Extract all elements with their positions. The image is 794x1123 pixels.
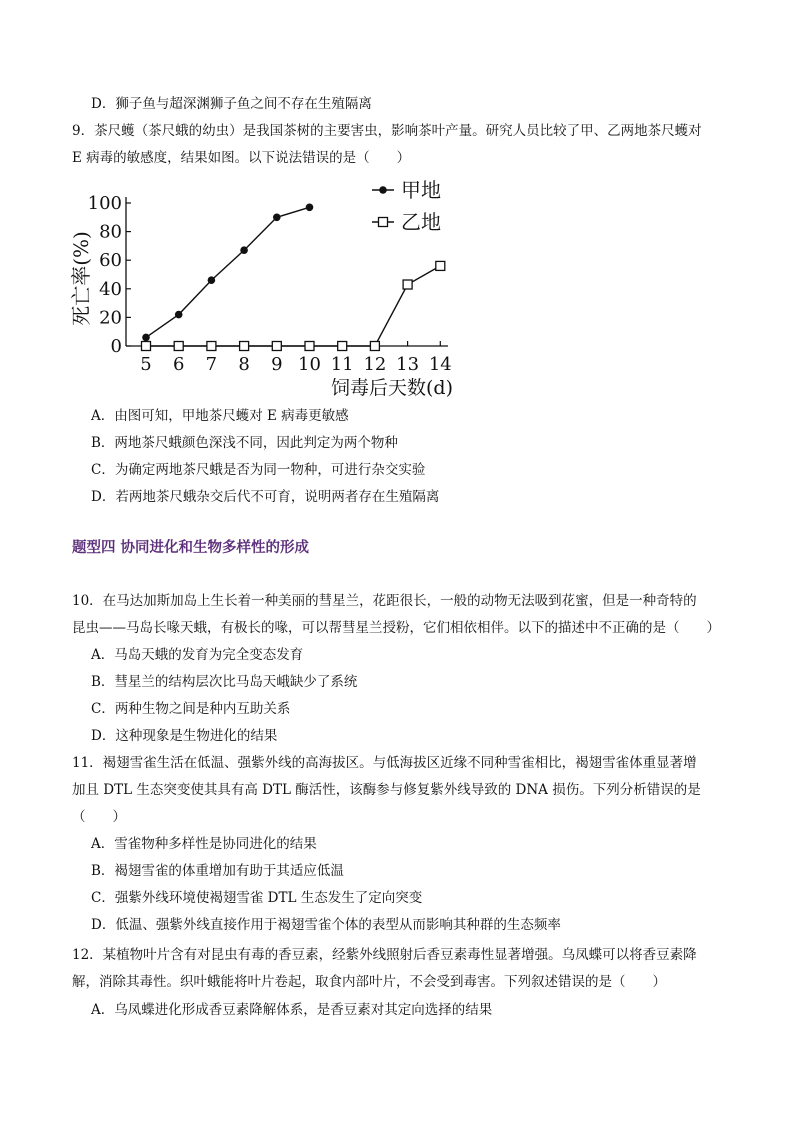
x-axis-label: 饲毒后天数(d): [331, 377, 453, 399]
y-tick-label: 80: [99, 221, 122, 243]
q11-stem-line2: 加且 DTL 生态突变使其具有高 DTL 酶活性，该酶参与修复紫外线导致的 DNA 损伤。下列分析错误的是: [72, 782, 701, 798]
chart-axes: [69, 193, 453, 399]
y-tick-label: 100: [87, 193, 122, 214]
x-tick-label: 13: [396, 354, 420, 375]
q10-stem-line1: 10．在马达加斯加岛上生长着一种美丽的彗星兰，花距很长，一般的动物无法吸到花蜜，但是一种奇特的: [72, 593, 697, 609]
q12-option-a: A．乌凤蝶进化形成香豆素降解体系，是香豆素对其定向选择的结果: [91, 1002, 493, 1018]
q10-option-d: D．这种现象是生物进化的结果: [91, 728, 278, 744]
q9-mortality-chart: [68, 170, 468, 400]
data-point: [403, 280, 412, 289]
data-point: [305, 342, 314, 351]
legend-marker: [379, 186, 387, 194]
q11-option-a: A．雪雀物种多样性是协同进化的结果: [91, 836, 317, 852]
x-tick-label: 5: [140, 354, 152, 375]
y-tick-label: 60: [99, 250, 122, 272]
x-tick-label: 10: [298, 354, 321, 375]
y-tick-label: 40: [99, 278, 122, 300]
x-tick-label: 11: [330, 354, 354, 375]
q11-option-c: C．强紫外线环境使褐翅雪雀 DTL 生态发生了定向突变: [91, 890, 423, 906]
q12-stem-line2: 解，消除其毒性。织叶蛾能将叶片卷起，取食内部叶片，不会受到毒害。下列叙述错误的是（ ）: [72, 974, 666, 990]
data-point: [273, 214, 281, 222]
q11-option-d: D．低温、强紫外线直接作用于褐翅雪雀个体的表型从而影响其种群的生态频率: [91, 917, 561, 933]
q9-option-c: C．为确定两地茶尺蛾是否为同一物种，可进行杂交实验: [91, 462, 426, 478]
chart-legend: [372, 178, 441, 234]
q11-stem-line3: （ ）: [72, 809, 126, 825]
data-point: [370, 342, 379, 351]
data-point: [174, 342, 183, 351]
q10-option-b: B．彗星兰的结构层次比马岛天峨缺少了系统: [91, 674, 358, 690]
data-point: [306, 203, 314, 211]
data-point: [207, 342, 216, 351]
data-point: [240, 342, 249, 351]
series-line-1: [146, 207, 310, 337]
data-point: [175, 311, 183, 319]
y-axis-label: 死亡率(%): [69, 231, 93, 326]
x-tick-label: 12: [363, 354, 387, 375]
q8-option-d: D．狮子鱼与超深渊狮子鱼之间不存在生殖隔离: [91, 96, 372, 112]
section-heading: 题型四 协同进化和生物多样性的形成: [72, 540, 310, 556]
series-line-2: [146, 266, 440, 346]
y-tick-label: 0: [110, 336, 122, 357]
y-tick-label: 20: [99, 307, 122, 329]
chart-marks: [142, 203, 445, 350]
data-point: [142, 342, 151, 351]
data-point: [272, 342, 281, 351]
q9-stem-line1: 9．茶尺蠖（茶尺蛾的幼虫）是我国茶树的主要害虫，影响茶叶产量。研究人员比较了甲、乙两地茶尺蠖对: [72, 123, 702, 139]
data-point: [142, 334, 150, 342]
data-point: [208, 276, 216, 284]
q9-stem-line2: E 病毒的敏感度，结果如图。以下说法错误的是（ ）: [72, 150, 411, 166]
data-point: [436, 261, 445, 270]
q10-stem-line2: 昆虫——马岛长喙天蛾，有极长的喙，可以帮彗星兰授粉，它们相依相伴。以下的描述中不正确的是（ ）: [72, 620, 720, 636]
q11-stem-line1: 11．褐翅雪雀生活在低温、强紫外线的高海拔区。与低海拔区近缘不同种雪雀相比，褐翅雪雀体重显著增: [72, 755, 697, 771]
q9-option-d: D．若两地茶尺蛾杂交后代不可育，说明两者存在生殖隔离: [91, 489, 440, 505]
x-tick-label: 9: [271, 354, 283, 375]
q9-option-a: A．由图可知，甲地茶尺蠖对 E 病毒更敏感: [91, 408, 349, 424]
x-tick-label: 6: [172, 354, 185, 375]
legend-label: 甲地: [401, 178, 441, 202]
x-tick-label: 8: [238, 354, 250, 375]
q12-stem-line1: 12．某植物叶片含有对昆虫有毒的香豆素，经紫外线照射后香豆素毒性显著增强。乌凤蝶可以将香豆素降: [72, 947, 697, 963]
x-tick-label: 7: [205, 354, 218, 375]
q9-option-b: B．两地茶尺蛾颜色深浅不同，因此判定为两个物种: [91, 435, 398, 451]
legend-marker: [379, 218, 388, 227]
q10-option-a: A．马岛天蛾的发育为完全变态发育: [91, 647, 304, 663]
data-point: [240, 246, 248, 254]
data-point: [338, 342, 347, 351]
legend-label: 乙地: [401, 210, 441, 234]
q10-option-c: C．两种生物之间是种内互助关系: [91, 701, 291, 717]
q11-option-b: B．褐翅雪雀的体重增加有助于其适应低温: [91, 863, 344, 879]
x-tick-label: 14: [428, 354, 452, 375]
